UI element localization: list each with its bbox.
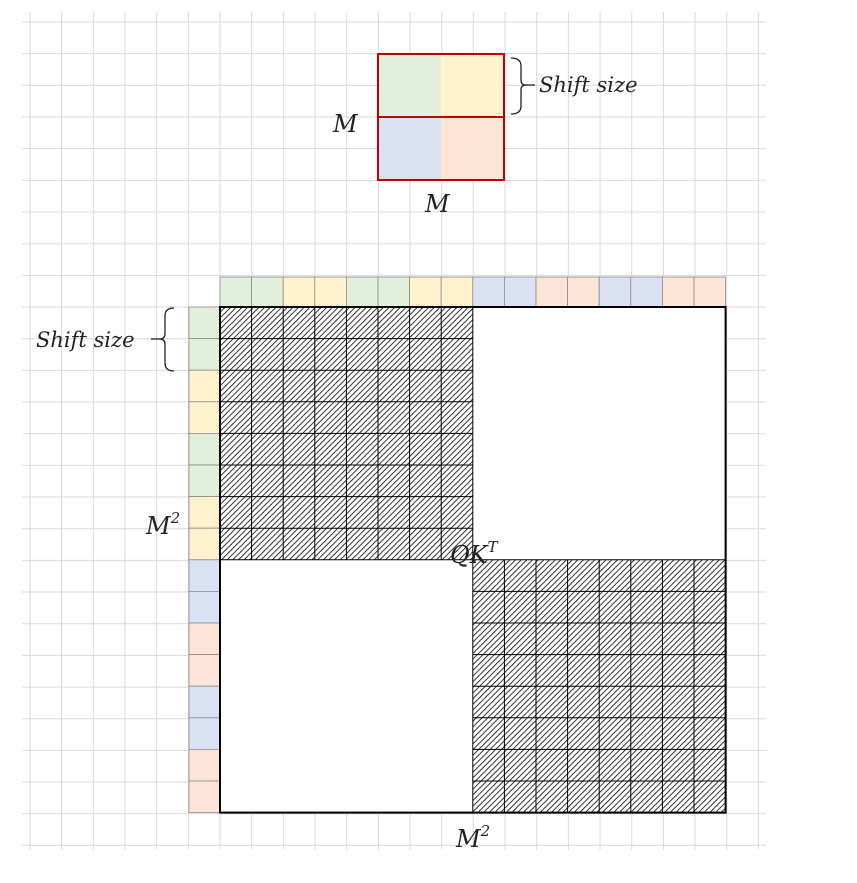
qkt-sup: T — [487, 538, 498, 556]
top-token — [504, 277, 536, 307]
left-token — [189, 591, 220, 623]
left-token — [189, 339, 220, 371]
window-cell — [441, 54, 504, 117]
left-shift-size-brace — [159, 308, 174, 371]
top-token — [536, 277, 568, 307]
top-m-bottom-label: M — [425, 190, 450, 218]
left-token — [189, 528, 220, 560]
top-m-left-label: M — [333, 110, 358, 138]
top-token — [473, 277, 505, 307]
left-token-strip — [189, 307, 220, 813]
top-token — [662, 277, 694, 307]
top-token — [315, 277, 347, 307]
top-token — [694, 277, 726, 307]
m2-left-label — [145, 509, 180, 540]
window-cell — [378, 54, 441, 117]
top-token — [631, 277, 663, 307]
top-token — [599, 277, 631, 307]
left-token — [189, 497, 220, 529]
qkt-base: QK — [450, 541, 488, 569]
left-token — [189, 655, 220, 687]
top-shift-size-label: Shift size — [539, 73, 638, 97]
top-token — [220, 277, 252, 307]
left-token — [189, 433, 220, 465]
left-token — [189, 560, 220, 592]
left-token — [189, 370, 220, 402]
left-token — [189, 402, 220, 434]
window-block — [378, 54, 504, 180]
window-cell — [441, 117, 504, 180]
top-token — [283, 277, 315, 307]
top-token — [252, 277, 284, 307]
left-token — [189, 749, 220, 781]
left-token — [189, 465, 220, 497]
top-token — [378, 277, 410, 307]
top-token — [346, 277, 378, 307]
left-token — [189, 686, 220, 718]
m2-left-sup: 2 — [170, 509, 181, 527]
left-shift-size-label: Shift size — [36, 328, 135, 352]
left-token — [189, 307, 220, 339]
top-token-strip — [220, 277, 726, 307]
top-token — [441, 277, 473, 307]
left-token — [189, 623, 220, 655]
m2-left-base: M — [146, 512, 171, 540]
left-token — [189, 718, 220, 750]
top-shift-size-brace — [511, 58, 526, 114]
m2-bottom-base: M — [456, 825, 481, 853]
m2-bottom-sup: 2 — [480, 822, 491, 840]
m2-bottom-label — [455, 822, 490, 853]
top-token — [410, 277, 442, 307]
left-token — [189, 781, 220, 813]
window-cell — [378, 117, 441, 180]
top-token — [568, 277, 600, 307]
